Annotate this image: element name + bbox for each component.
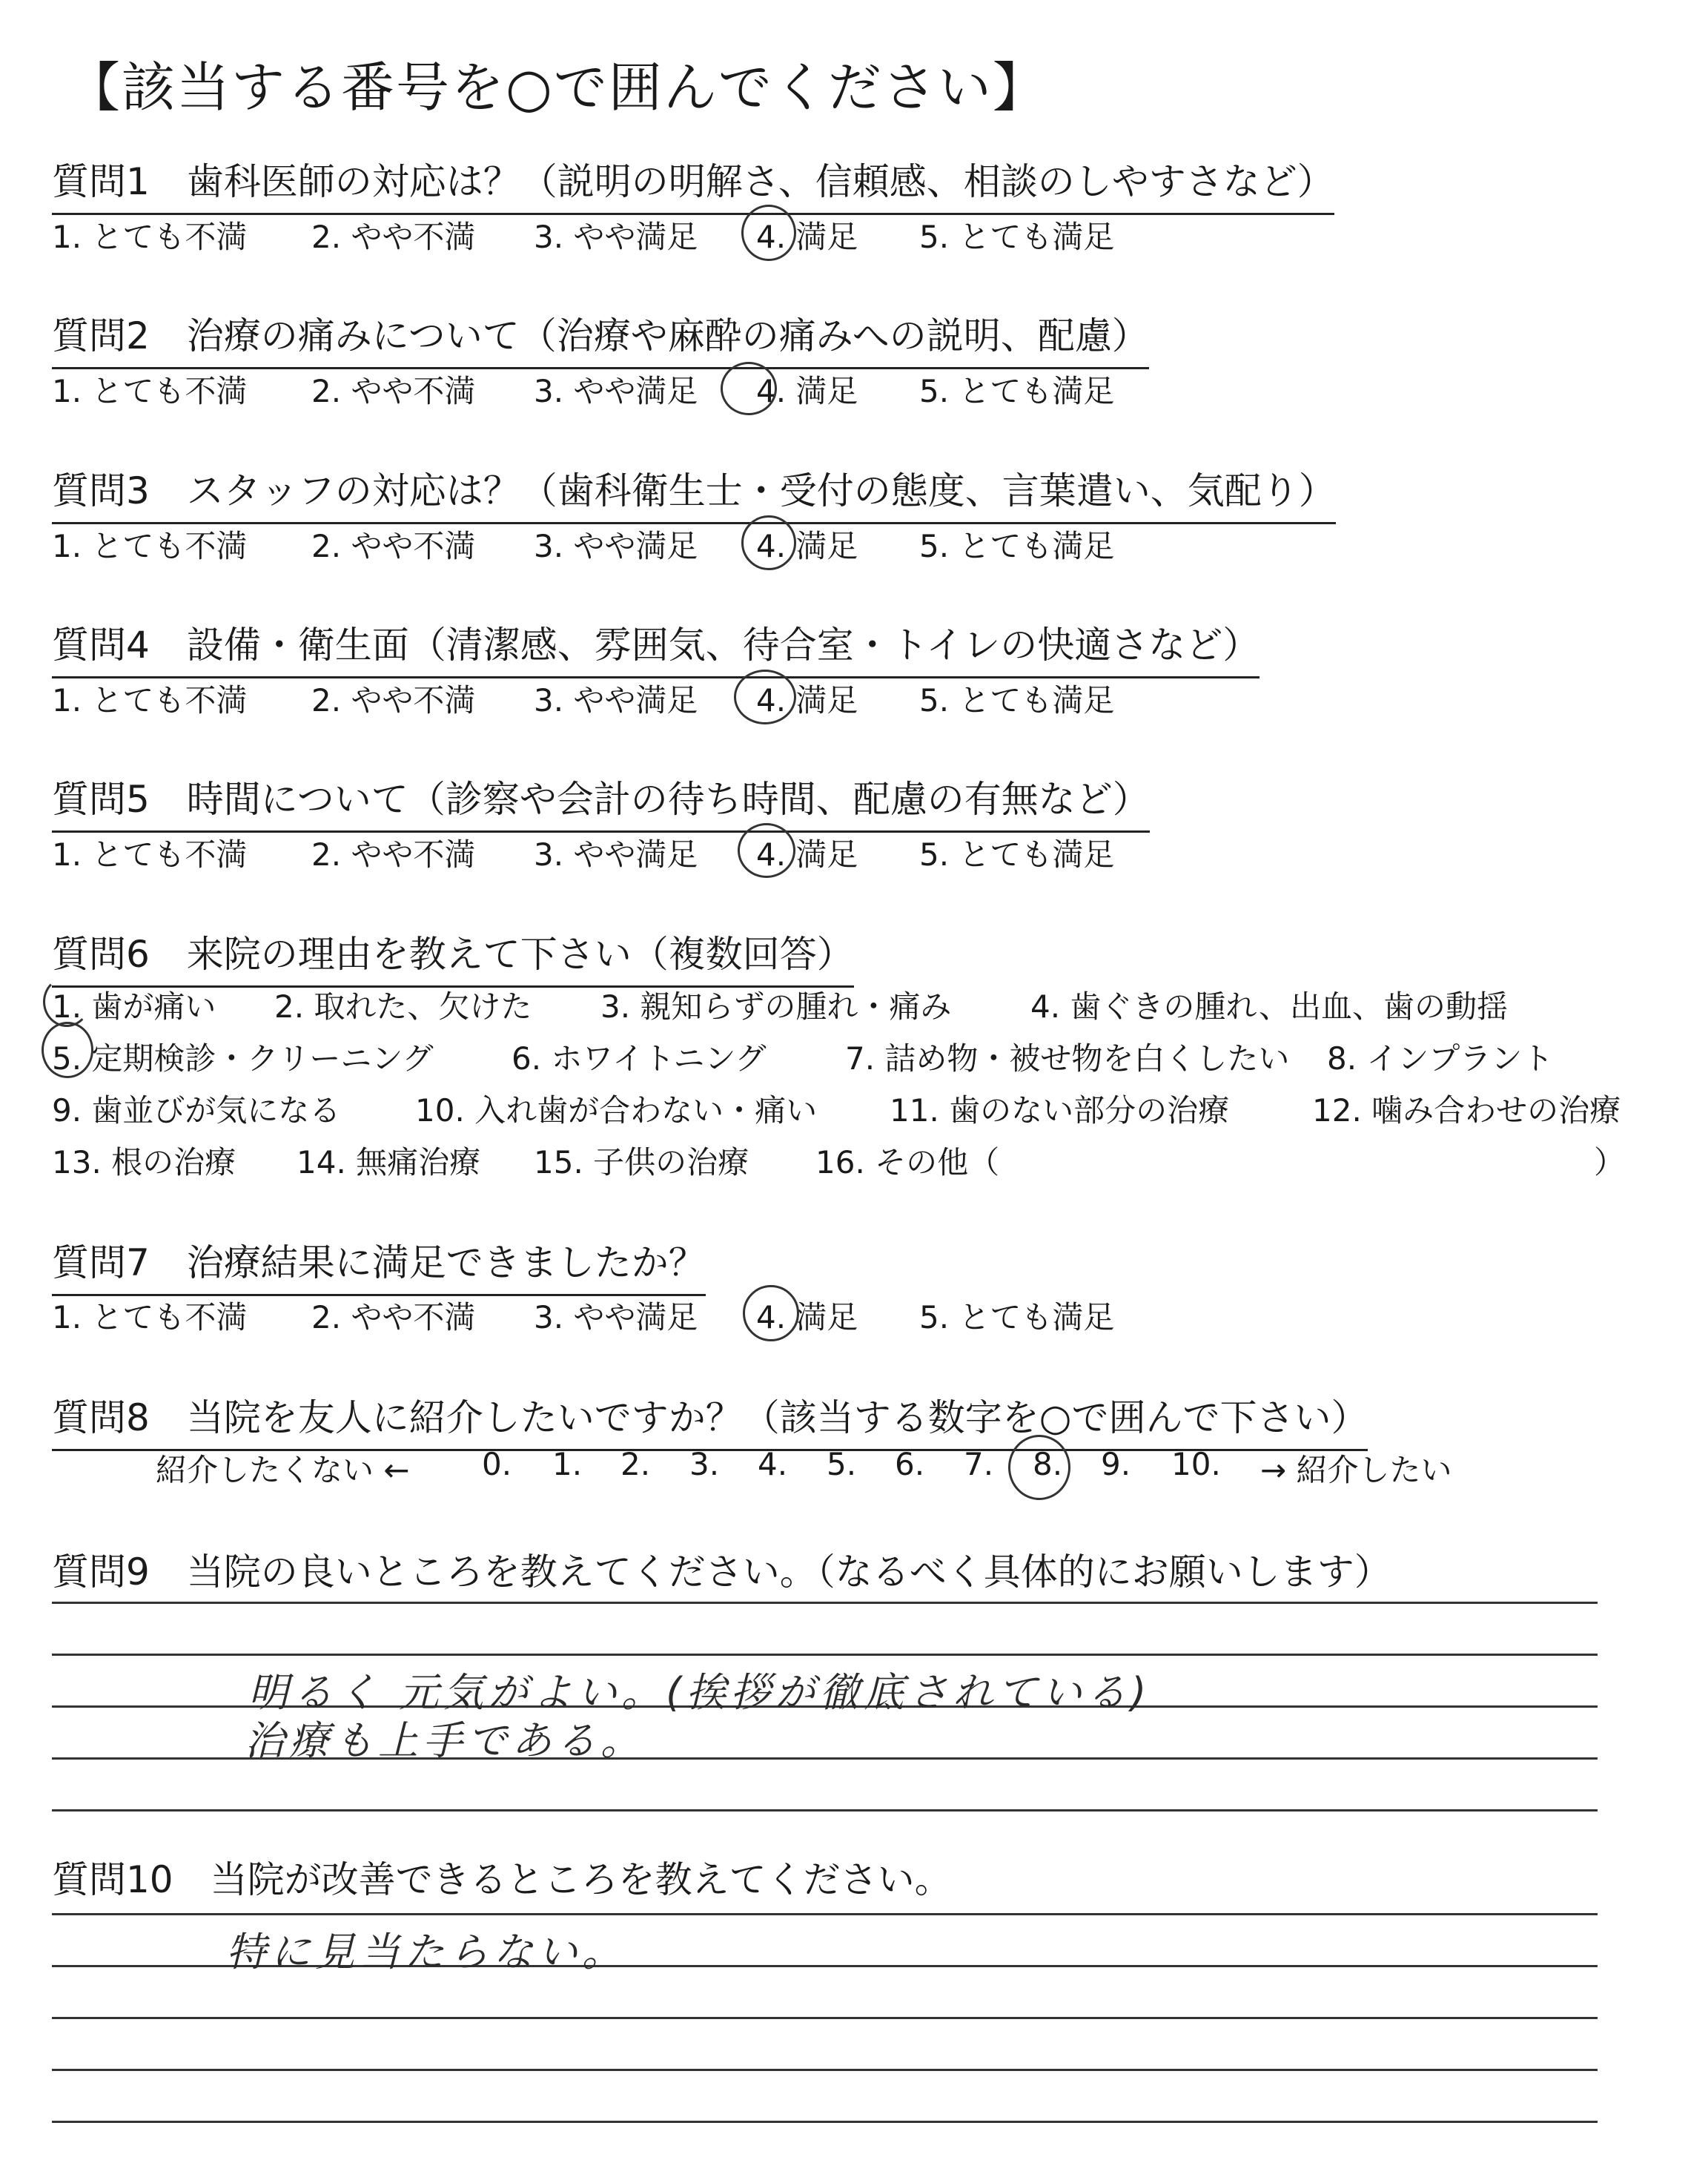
question-9-title: 質問9 当院の良いところを教えてください。（なるべく具体的にお願いします） xyxy=(52,1550,1391,1593)
q2-option-1[interactable]: 1. とても不満 xyxy=(52,373,248,409)
q6-option-3[interactable]: 3. 親知らずの腫れ・痛み xyxy=(600,988,952,1025)
q4-option-3[interactable]: 3. やや満足 xyxy=(534,682,698,719)
q7-option-2[interactable]: 2. やや不満 xyxy=(311,1299,476,1335)
q5-option-2[interactable]: 2. やや不満 xyxy=(311,836,476,873)
q8-number-3[interactable]: 3. xyxy=(689,1446,720,1482)
q8-number-7[interactable]: 7. xyxy=(964,1446,994,1482)
q6-option-4[interactable]: 4. 歯ぐきの腫れ、出血、歯の動揺 xyxy=(1030,988,1508,1025)
question-7-title: 質問7 治療結果に満足できましたか？ xyxy=(52,1233,706,1296)
q4-option-5[interactable]: 5. とても満足 xyxy=(919,682,1115,719)
q6-option-11[interactable]: 11. 歯のない部分の治療 xyxy=(890,1092,1230,1129)
q1-option-5[interactable]: 5. とても満足 xyxy=(919,219,1115,255)
q3-option-1[interactable]: 1. とても不満 xyxy=(52,528,248,564)
question-1-title: 質問1 歯科医師の対応は？（説明の明解さ、信頼感、相談のしやすさなど） xyxy=(52,152,1334,215)
q9-answer-line xyxy=(52,1654,1598,1656)
q10-answer-line xyxy=(52,2121,1598,2123)
q8-number-4[interactable]: 4. xyxy=(758,1446,788,1482)
q2-option-2[interactable]: 2. やや不満 xyxy=(311,373,476,409)
q8-selection-circle xyxy=(1008,1435,1070,1500)
q6-option-1[interactable]: 1. 歯が痛い xyxy=(52,988,216,1025)
q4-option-2[interactable]: 2. やや不満 xyxy=(311,682,476,719)
q4-option-4[interactable]: 4. 満足 xyxy=(756,682,858,719)
q6-option-15[interactable]: 15. 子供の治療 xyxy=(534,1144,749,1180)
q8-number-5[interactable]: 5. xyxy=(827,1446,857,1482)
question-4-title: 質問4 設備・衛生面（清潔感、雰囲気、待合室・トイレの快適さなど） xyxy=(52,615,1260,678)
q8-right-label: → 紹介したい xyxy=(1260,1452,1452,1488)
q8-number-9[interactable]: 9. xyxy=(1101,1446,1131,1482)
q4-option-1[interactable]: 1. とても不満 xyxy=(52,682,248,719)
q1-option-1[interactable]: 1. とても不満 xyxy=(52,219,248,255)
q9-handwritten-answer-1: 明るく 元気がよい。(挨拶が徹底されている) xyxy=(248,1669,1151,1716)
q6-option-10[interactable]: 10. 入れ歯が合わない・痛い xyxy=(415,1092,818,1129)
q6-option-8[interactable]: 8. インプラント xyxy=(1327,1040,1554,1077)
q6-selection-mark-1 xyxy=(43,977,90,1027)
q8-number-8[interactable]: 8. xyxy=(1033,1446,1063,1482)
question-6-title: 質問6 来院の理由を教えて下さい（複数回答） xyxy=(52,925,854,988)
q6-option-12[interactable]: 12. 噛み合わせの治療 xyxy=(1312,1092,1621,1129)
q5-option-1[interactable]: 1. とても不満 xyxy=(52,836,248,873)
q6-option-5[interactable]: 5. 定期検診・クリーニング xyxy=(52,1040,434,1077)
q5-option-5[interactable]: 5. とても満足 xyxy=(919,836,1115,873)
page-header: 【該当する番号を○で囲んでください】 xyxy=(67,56,1047,119)
q3-selection-circle xyxy=(741,515,796,570)
question-2-title: 質問2 治療の痛みについて（治療や麻酔の痛みへの説明、配慮） xyxy=(52,306,1149,369)
q7-selection-circle xyxy=(743,1285,799,1341)
q1-option-4[interactable]: 4. 満足 xyxy=(756,219,858,255)
question-8-title: 質問8 当院を友人に紹介したいですか？（該当する数字を○で囲んで下さい） xyxy=(52,1388,1368,1451)
q9-handwritten-answer-2: 治療も上手である。 xyxy=(245,1717,645,1764)
q2-option-3[interactable]: 3. やや満足 xyxy=(534,373,698,409)
q8-number-2[interactable]: 2. xyxy=(620,1446,651,1482)
question-5-title: 質問5 時間について（診察や会計の待ち時間、配慮の有無など） xyxy=(52,770,1150,833)
q10-answer-line xyxy=(52,2017,1598,2019)
q1-selection-circle xyxy=(741,205,796,261)
q7-option-4[interactable]: 4. 満足 xyxy=(756,1299,858,1335)
q3-option-5[interactable]: 5. とても満足 xyxy=(919,528,1115,564)
q8-number-0[interactable]: 0. xyxy=(482,1446,512,1482)
q8-number-6[interactable]: 6. xyxy=(895,1446,925,1482)
q7-option-1[interactable]: 1. とても不満 xyxy=(52,1299,248,1335)
q6-option-9[interactable]: 9. 歯並びが気になる xyxy=(52,1092,341,1129)
q5-option-4[interactable]: 4. 満足 xyxy=(756,836,858,873)
q6-option-13[interactable]: 13. 根の治療 xyxy=(52,1144,236,1180)
q6-other-close-paren: ） xyxy=(1594,1144,1626,1180)
q3-option-4[interactable]: 4. 満足 xyxy=(756,528,858,564)
q6-option-7[interactable]: 7. 詰め物・被せ物を白くしたい xyxy=(845,1040,1290,1077)
q5-selection-circle xyxy=(738,823,795,878)
q2-option-5[interactable]: 5. とても満足 xyxy=(919,373,1115,409)
q2-selection-circle xyxy=(721,362,777,415)
question-10-title: 質問10 当院が改善できるところを教えてください。 xyxy=(52,1858,952,1901)
q6-option-6[interactable]: 6. ホワイトニング xyxy=(512,1040,767,1077)
q4-selection-circle xyxy=(734,670,796,724)
q9-answer-line xyxy=(52,1602,1598,1604)
q8-left-label: 紹介したくない ← xyxy=(156,1452,410,1488)
q7-option-5[interactable]: 5. とても満足 xyxy=(919,1299,1115,1335)
q10-answer-line xyxy=(52,2069,1598,2071)
q3-option-2[interactable]: 2. やや不満 xyxy=(311,528,476,564)
q6-selection-circle-5 xyxy=(42,1022,93,1078)
q8-number-1[interactable]: 1. xyxy=(552,1446,583,1482)
q7-option-3[interactable]: 3. やや満足 xyxy=(534,1299,698,1335)
q3-option-3[interactable]: 3. やや満足 xyxy=(534,528,698,564)
q6-option-16[interactable]: 16. その他（ xyxy=(815,1144,1000,1180)
q1-option-3[interactable]: 3. やや満足 xyxy=(534,219,698,255)
q1-option-2[interactable]: 2. やや不満 xyxy=(311,219,476,255)
q9-answer-line xyxy=(52,1809,1598,1811)
q10-handwritten-answer: 特に見当たらない。 xyxy=(226,1929,626,1975)
question-3-title: 質問3 スタッフの対応は？（歯科衛生士・受付の態度、言葉遣い、気配り） xyxy=(52,461,1336,524)
q2-option-4[interactable]: 4. 満足 xyxy=(756,373,858,409)
q10-answer-line xyxy=(52,1913,1598,1915)
q6-option-2[interactable]: 2. 取れた、欠けた xyxy=(274,988,532,1025)
q8-number-10[interactable]: 10. xyxy=(1171,1446,1221,1482)
q5-option-3[interactable]: 3. やや満足 xyxy=(534,836,698,873)
q6-option-14[interactable]: 14. 無痛治療 xyxy=(297,1144,481,1180)
